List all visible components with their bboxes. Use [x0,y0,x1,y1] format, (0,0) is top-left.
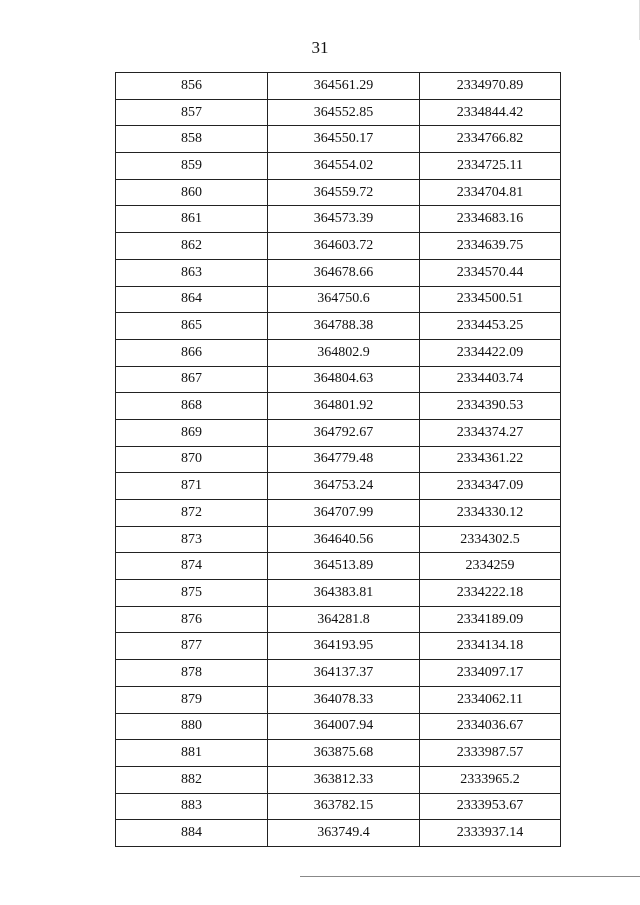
point-number-cell: 882 [116,766,268,793]
table-row [116,339,561,366]
point-number-cell: 878 [116,660,268,687]
y-coordinate-cell: 2334062.11 [420,686,561,713]
y-coordinate-cell: 2334302.5 [420,526,561,553]
y-coordinate-cell: 2334222.18 [420,580,561,607]
table-row [116,446,561,473]
point-number-cell: 867 [116,366,268,393]
table-row [116,526,561,553]
point-number-cell: 861 [116,206,268,233]
y-coordinate-cell: 2334036.67 [420,713,561,740]
y-coordinate-cell: 2334453.25 [420,313,561,340]
x-coordinate-cell: 364552.85 [268,99,420,126]
point-number-cell: 868 [116,393,268,420]
point-number-cell: 866 [116,339,268,366]
x-coordinate-cell: 364559.72 [268,179,420,206]
x-coordinate-cell: 364788.38 [268,313,420,340]
y-coordinate-cell: 2334390.53 [420,393,561,420]
point-number-cell: 857 [116,99,268,126]
y-coordinate-cell: 2333987.57 [420,740,561,767]
table-row [116,580,561,607]
x-coordinate-cell: 364554.02 [268,153,420,180]
x-coordinate-cell: 364753.24 [268,473,420,500]
x-coordinate-cell: 363749.4 [268,820,420,847]
x-coordinate-cell: 364281.8 [268,606,420,633]
point-number-cell: 873 [116,526,268,553]
table-row [116,660,561,687]
x-coordinate-cell: 364640.56 [268,526,420,553]
y-coordinate-cell: 2334259 [420,553,561,580]
point-number-cell: 870 [116,446,268,473]
point-number-cell: 875 [116,580,268,607]
y-coordinate-cell: 2334189.09 [420,606,561,633]
x-coordinate-cell: 364550.17 [268,126,420,153]
x-coordinate-cell: 364573.39 [268,206,420,233]
point-number-cell: 879 [116,686,268,713]
table-row [116,633,561,660]
x-coordinate-cell: 364137.37 [268,660,420,687]
y-coordinate-cell: 2334500.51 [420,286,561,313]
x-coordinate-cell: 364707.99 [268,500,420,527]
point-number-cell: 864 [116,286,268,313]
table-row [116,713,561,740]
table-row [116,553,561,580]
point-number-cell: 863 [116,259,268,286]
x-coordinate-cell: 364804.63 [268,366,420,393]
y-coordinate-cell: 2334330.12 [420,500,561,527]
table-row [116,606,561,633]
table-row [116,73,561,100]
y-coordinate-cell: 2334970.89 [420,73,561,100]
point-number-cell: 881 [116,740,268,767]
table-row [116,233,561,260]
table-row [116,393,561,420]
x-coordinate-cell: 363812.33 [268,766,420,793]
table-row [116,793,561,820]
point-number-cell: 880 [116,713,268,740]
y-coordinate-cell: 2334374.27 [420,419,561,446]
y-coordinate-cell: 2333953.67 [420,793,561,820]
table-row [116,313,561,340]
point-number-cell: 876 [116,606,268,633]
table-row [116,473,561,500]
x-coordinate-cell: 364513.89 [268,553,420,580]
y-coordinate-cell: 2334725.11 [420,153,561,180]
table-row [116,259,561,286]
table-row [116,740,561,767]
page-number: 31 [311,38,329,57]
x-coordinate-cell: 364801.92 [268,393,420,420]
table-row [116,766,561,793]
x-coordinate-cell: 364750.6 [268,286,420,313]
table-row [116,99,561,126]
x-coordinate-cell: 364802.9 [268,339,420,366]
point-number-cell: 872 [116,500,268,527]
point-number-cell: 856 [116,73,268,100]
point-number-cell: 883 [116,793,268,820]
table-row [116,366,561,393]
point-number-cell: 869 [116,419,268,446]
y-coordinate-cell: 2334639.75 [420,233,561,260]
point-number-cell: 859 [116,153,268,180]
table-row [116,500,561,527]
y-coordinate-cell: 2333937.14 [420,820,561,847]
table-row [116,126,561,153]
table-row [116,206,561,233]
x-coordinate-cell: 363875.68 [268,740,420,767]
y-coordinate-cell: 2334134.18 [420,633,561,660]
coordinate-table-body [116,73,561,847]
x-coordinate-cell: 363782.15 [268,793,420,820]
y-coordinate-cell: 2334683.16 [420,206,561,233]
table-row [116,179,561,206]
x-coordinate-cell: 364678.66 [268,259,420,286]
y-coordinate-cell: 2334361.22 [420,446,561,473]
y-coordinate-cell: 2334403.74 [420,366,561,393]
table-row [116,419,561,446]
x-coordinate-cell: 364383.81 [268,580,420,607]
y-coordinate-cell: 2334844.42 [420,99,561,126]
y-coordinate-cell: 2334704.81 [420,179,561,206]
point-number-cell: 884 [116,820,268,847]
y-coordinate-cell: 2334097.17 [420,660,561,687]
point-number-cell: 860 [116,179,268,206]
x-coordinate-cell: 364193.95 [268,633,420,660]
table-row [116,820,561,847]
x-coordinate-cell: 364603.72 [268,233,420,260]
x-coordinate-cell: 364792.67 [268,419,420,446]
x-coordinate-cell: 364007.94 [268,713,420,740]
point-number-cell: 877 [116,633,268,660]
y-coordinate-cell: 2334570.44 [420,259,561,286]
y-coordinate-cell: 2334422.09 [420,339,561,366]
table-row [116,686,561,713]
x-coordinate-cell: 364561.29 [268,73,420,100]
point-number-cell: 871 [116,473,268,500]
y-coordinate-cell: 2334347.09 [420,473,561,500]
scan-edge-line [300,876,640,877]
x-coordinate-cell: 364078.33 [268,686,420,713]
table-row [116,153,561,180]
x-coordinate-cell: 364779.48 [268,446,420,473]
y-coordinate-cell: 2334766.82 [420,126,561,153]
coordinate-table [115,72,561,847]
point-number-cell: 865 [116,313,268,340]
y-coordinate-cell: 2333965.2 [420,766,561,793]
table-row [116,286,561,313]
point-number-cell: 858 [116,126,268,153]
point-number-cell: 874 [116,553,268,580]
point-number-cell: 862 [116,233,268,260]
